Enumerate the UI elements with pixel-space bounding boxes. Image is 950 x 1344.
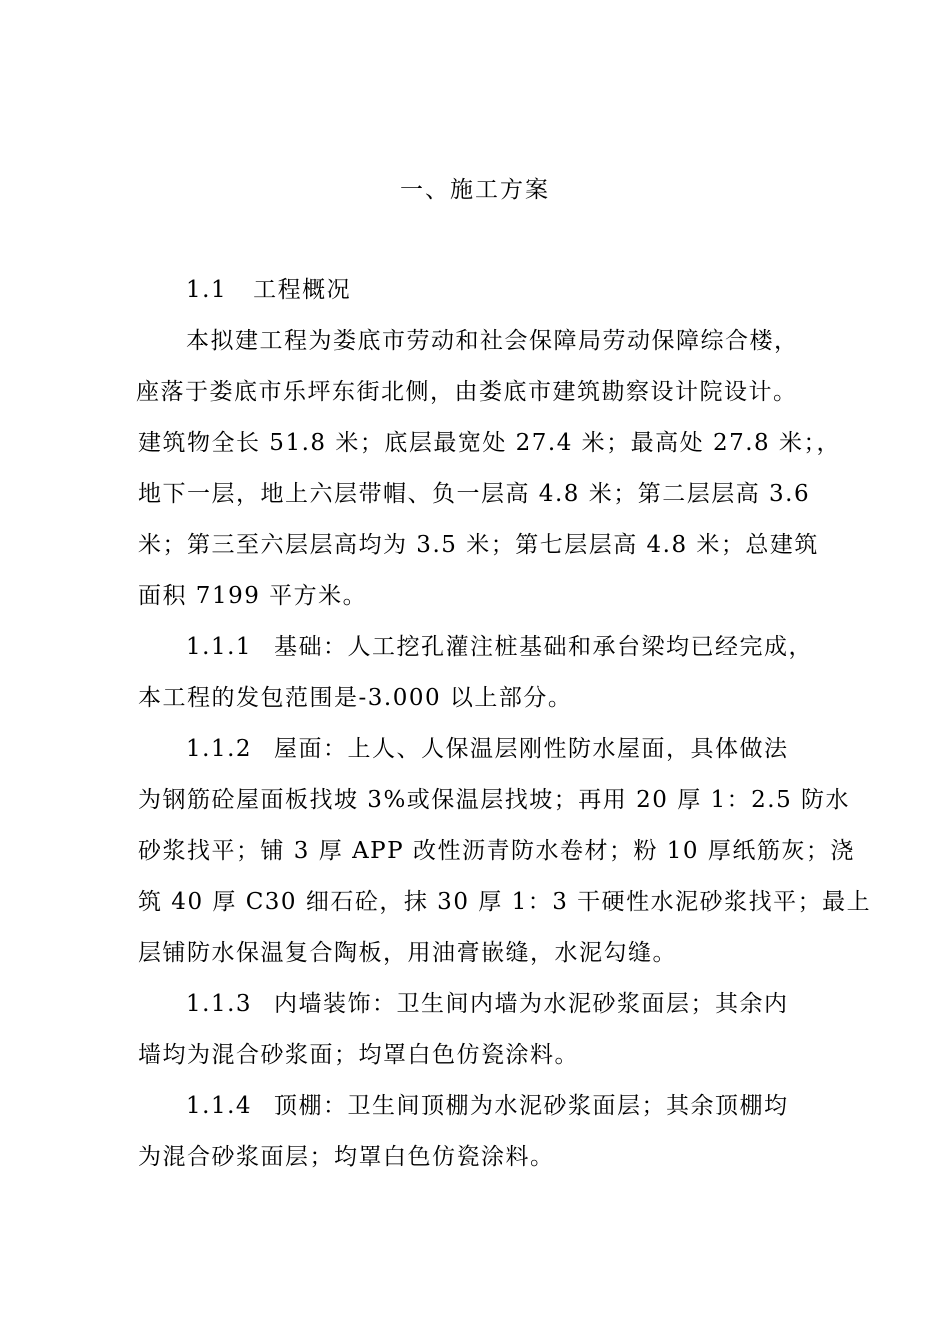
document-title: 一、施工方案 [400, 177, 550, 203]
paragraph-line: 筑 40 厚 C30 细石砼，抹 30 厚 1：3 干硬性水泥砂浆找平；最上 [138, 889, 872, 915]
subsection-text: 内墙装饰：卫生间内墙为水泥砂浆面层；其余内 [274, 991, 789, 1017]
subsection-text: 顶棚：卫生间顶棚为水泥砂浆面层；其余顶棚均 [274, 1093, 789, 1119]
paragraph-line: 层铺防水保温复合陶板，用油膏嵌缝，水泥勾缝。 [138, 940, 677, 966]
paragraph-line: 砂浆找平；铺 3 厚 APP 改性沥青防水卷材；粉 10 厚纸筋灰；浇 [138, 838, 855, 864]
subsection-heading [138, 724, 858, 775]
section-title: 工程概况 [253, 277, 352, 303]
paragraph-line: 墙均为混合砂浆面；均罩白色仿瓷涂料。 [138, 1042, 579, 1068]
subsection-number: 1.1.1 [186, 634, 253, 660]
subsection-heading [138, 979, 858, 1030]
section-number: 1.1 [186, 277, 228, 303]
subsection-number: 1.1.3 [186, 991, 253, 1017]
subsection-heading [138, 622, 858, 673]
subsection-heading [138, 1081, 858, 1132]
subsection-text: 基础：人工挖孔灌注桩基础和承台梁均已经完成， [274, 634, 814, 660]
paragraph-line: 地下一层，地上六层带帽、负一层高 4.8 米；第二层层高 3.6 [138, 481, 811, 507]
subsection-number: 1.1.2 [186, 736, 253, 762]
subsection-number: 1.1.4 [186, 1093, 253, 1119]
section-heading [138, 265, 858, 316]
paragraph-line: 本拟建工程为娄底市劳动和社会保障局劳动保障综合楼， [186, 328, 799, 354]
document-body [136, 265, 872, 1183]
paragraph-line: 建筑物全长 51.8 米；底层最宽处 27.4 米；最高处 27.8 米；， [138, 430, 841, 456]
subsection-text: 屋面：上人、人保温层刚性防水屋面，具体做法 [274, 736, 789, 762]
paragraph-line: 面积 7199 平方米。 [138, 583, 368, 609]
paragraph-line: 座落于娄底市乐坪东街北侧，由娄底市建筑勘察设计院设计。 [136, 379, 798, 405]
paragraph-line: 米；第三至六层层高均为 3.5 米；第七层层高 4.8 米；总建筑 [138, 532, 819, 558]
paragraph-line: 为混合砂浆面层；均罩白色仿瓷涂料。 [138, 1144, 555, 1170]
paragraph-line: 为钢筋砼屋面板找坡 3%或保温层找坡；再用 20 厚 1：2.5 防水 [138, 787, 851, 813]
paragraph-line: 本工程的发包范围是-3.000 以上部分。 [138, 685, 573, 711]
